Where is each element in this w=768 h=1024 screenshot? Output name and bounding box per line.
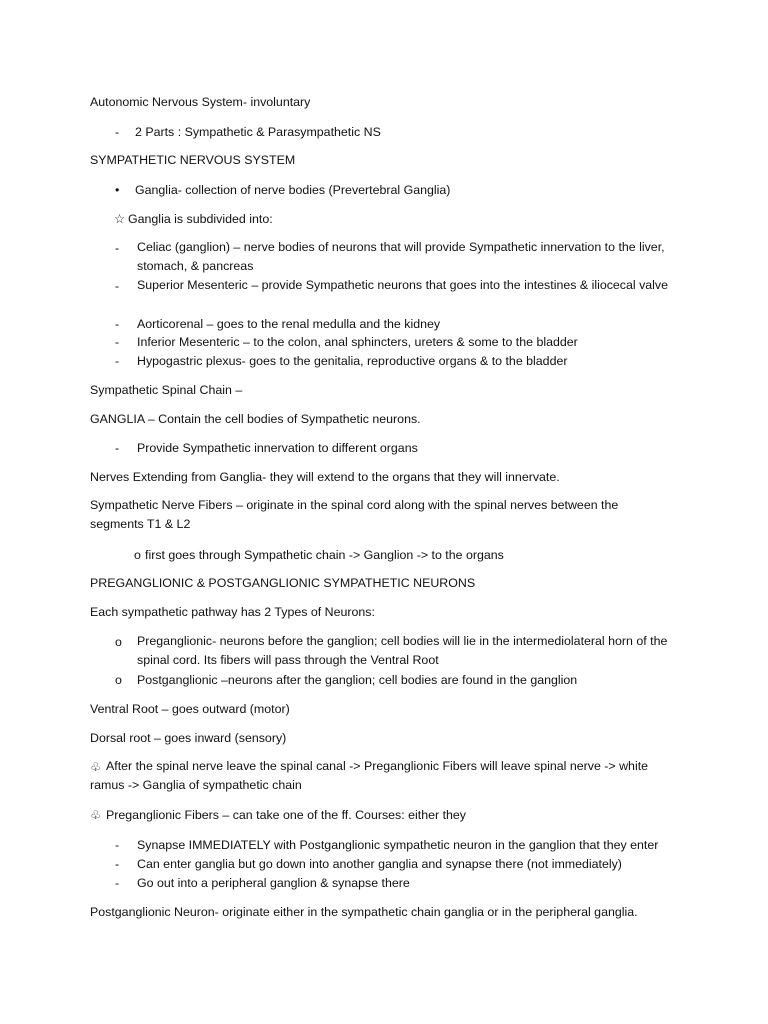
star-icon: ☆ (114, 212, 126, 226)
list-item-postganglionic: Postganglionic –neurons after the ganglion; cell bodies are found in the ganglion (137, 673, 578, 687)
list-item-hypogastric: Hypogastric plexus- goes to the genitalia, reproductive organs & to the bladder (137, 354, 568, 368)
list-item-aorticorenal: Aorticorenal – goes to the renal medulla and the kidney (137, 317, 441, 331)
parts-text: 2 Parts : Sympathetic & Parasympathetic NS (135, 125, 381, 139)
circle-marker: o (115, 635, 122, 649)
spinal-chain-heading: Sympathetic Spinal Chain – (90, 383, 243, 397)
nerve-fibers-text: Sympathetic Nerve Fibers – originate in the spinal cord along with the spinal nerves between the segments T1 & L2 (90, 498, 619, 531)
doc-title: Autonomic Nervous System- involuntary (90, 95, 311, 109)
list-item-course-2: Can enter ganglia but go down into another ganglia and synapse there (not immediately) (137, 857, 622, 871)
dash-marker: - (115, 335, 120, 349)
ventral-root-text: Ventral Root – goes outward (motor) (90, 702, 290, 716)
subdivided-intro: Ganglia is subdivided into: (128, 212, 273, 226)
list-item-course-1: Synapse IMMEDIATELY with Postganglionic sympathetic neuron in the ganglion that they enter (137, 838, 659, 852)
pre-fibers-text: Preganglionic Fibers – can take one of the ff. Courses: either they (106, 808, 466, 822)
section-heading-sns: SYMPATHETIC NERVOUS SYSTEM (90, 153, 296, 167)
circle-marker: o (115, 673, 122, 687)
dash-marker: - (115, 354, 120, 368)
section-heading-pre-post: PREGANGLIONIC & POSTGANGLIONIC SYMPATHETIC NEURONS (90, 576, 476, 590)
list-item-celiac: Celiac (ganglion) – nerve bodies of neurons that will provide Sympathetic innervation to the liver, stomach, & pancreas (137, 240, 665, 273)
dash-marker: - (115, 241, 120, 255)
flower-icon: ♧ (90, 760, 102, 774)
list-item-inferior-mesenteric: Inferior Mesenteric – to the colon, anal sphincters, ureters & some to the bladder (137, 335, 578, 349)
flower-icon: ♧ (90, 808, 102, 822)
dash-marker: - (115, 838, 120, 852)
dash-marker: - (115, 876, 120, 890)
list-item-course-3: Go out into a peripheral ganglion & synapse there (137, 876, 410, 890)
dash-marker: - (115, 125, 120, 139)
bullet-marker: • (115, 183, 120, 197)
ganglia-cell-text: GANGLIA – Contain the cell bodies of Sympathetic neurons. (90, 412, 421, 426)
postganglionic-neuron-text: Postganglionic Neuron- originate either in the sympathetic chain ganglia or in the peripheral ganglia. (90, 905, 638, 919)
ganglia-cell-bullet: Provide Sympathetic innervation to different organs (137, 441, 418, 455)
nerve-fibers-bullet: first goes through Sympathetic chain -> Ganglion -> to the organs (145, 548, 504, 562)
list-item-preganglionic: Preganglionic- neurons before the ganglion; cell bodies will lie in the intermediolateral horn of the spinal cord. Its fibers will pass through the Ventral Root (137, 634, 668, 667)
list-item-superior-mesenteric: Superior Mesenteric – provide Sympathetic neurons that goes into the intestines & iliocecal valve (137, 278, 669, 292)
dash-marker: - (115, 279, 120, 293)
dash-marker: - (115, 441, 120, 455)
nerves-extending-text: Nerves Extending from Ganglia- they will extend to the organs that they will innervate. (90, 470, 560, 484)
circle-marker: o (134, 548, 141, 562)
pathway-types-text: Each sympathetic pathway has 2 Types of Neurons: (90, 605, 375, 619)
dash-marker: - (115, 857, 120, 871)
dorsal-root-text: Dorsal root – goes inward (sensory) (90, 731, 287, 745)
dash-marker: - (115, 317, 120, 331)
after-spinal-text: After the spinal nerve leave the spinal canal -> Preganglionic Fibers will leave spinal nerve -> white ramus -> Ganglia of sympathetic chain (90, 759, 649, 792)
ganglia-definition: Ganglia- collection of nerve bodies (Prevertebral Ganglia) (135, 183, 451, 197)
